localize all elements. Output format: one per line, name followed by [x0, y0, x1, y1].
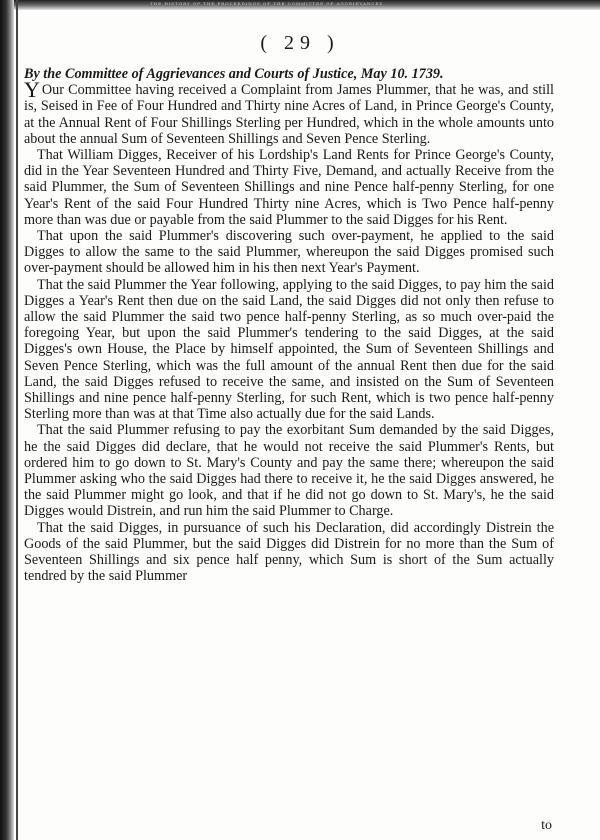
- paragraph-1: [24, 77, 554, 147]
- paragraph-1-text: Our Committee having received a Complaint from James Plummer, that he was, and still is, Seised in Fee of Four Hundred and Thirty nine Acres of Land, in Prince George's County, at the Annual Rent of Four Shillings Sterling per Hundred, which in the whole amounts unto about the annual Sum of Seventeen Shillings and Seven Pence Sterling.: [24, 82, 554, 147]
- paragraph-6: That the said Digges, in pursuance of such his Declaration, did accordingly Distrein the Goods of the said Plummer, but the said Digges did Distrein for no more than the Sum of Seventeen Shillings and six pence half penny, which Sum is short of the Sum actually tendred by the said Plummer: [24, 519, 554, 585]
- section-heading: By the Committee of Aggrievances and Courts of Justice, May 10. 1739.: [24, 66, 444, 82]
- page-number: ( 29 ): [260, 32, 340, 54]
- document-body: [24, 66, 554, 585]
- top-strip-text: THE HISTORY OF THE PROCEEDINGS OF THE COMMITTEE OF AGGRIEVANCES: [150, 1, 384, 6]
- paragraph-3: That upon the said Plummer's discovering such over-payment, he applied to the said Digges to allow the same to the said Plummer, whereupon the said Digges promised such over-payment should be allowed him in his then next Year's Payment.: [24, 228, 554, 277]
- page-top-edge: [0, 0, 600, 10]
- paragraph-2: That William Digges, Receiver of his Lordship's Land Rents for Prince George's County, did in the Year Seventeen Hundred and Thirty Five, Demand, and actually Receive from the said Plummer, the Sum of Seventeen Shillings and nine Pence half-penny Sterling, for one Year's Rent of the said Four Hundred Thirty nine Acres, which is Two Pence half-penny more than was due or payable from the said Plummer to the said Digges for his Rent.: [24, 147, 554, 228]
- paragraph-5: That the said Plummer refusing to pay the exorbitant Sum demanded by the said Digges, he the said Digges did declare, that he would not receive the said Plummer's Rents, but ordered him to go down to St. Mary's County and pay the same there; whereupon the said Plummer asking who the said Digges had there to receive it, he the said Digges answered, he the said Plummer might go look, and that if he did not go down to St. Mary's, he the said Digges would Distrein, and run him the said Plummer to Charge.: [24, 422, 554, 520]
- book-binding-edge: [0, 0, 14, 840]
- left-margin-rule: [16, 0, 18, 840]
- catchword: to: [541, 818, 552, 833]
- drop-cap: Y: [24, 77, 40, 103]
- paragraph-4: That the said Plummer the Year following, applying to the said Digges, to pay him the said Digges a Year's Rent then due on the said Land, the said Digges did not only then refuse to allow the said Plummer the said two pence half-penny Sterling, as so much over-paid the foregoing Year, but upon the said Plummer's tendering to the said Digges, at the said Digges's own House, the Place by himself appointed, the Sum of Seventeen Shillings and Seven Pence Sterling, which was the full amount of the annual Rent then due for the said Land, the said Digges refused to receive the same, and insisted on the Sum of Seventeen Shillings and nine pence half-penny Sterling, for such Rent, which is two pence half-penny Sterling more than was at that Time also actually due for the said Lands.: [24, 276, 554, 423]
